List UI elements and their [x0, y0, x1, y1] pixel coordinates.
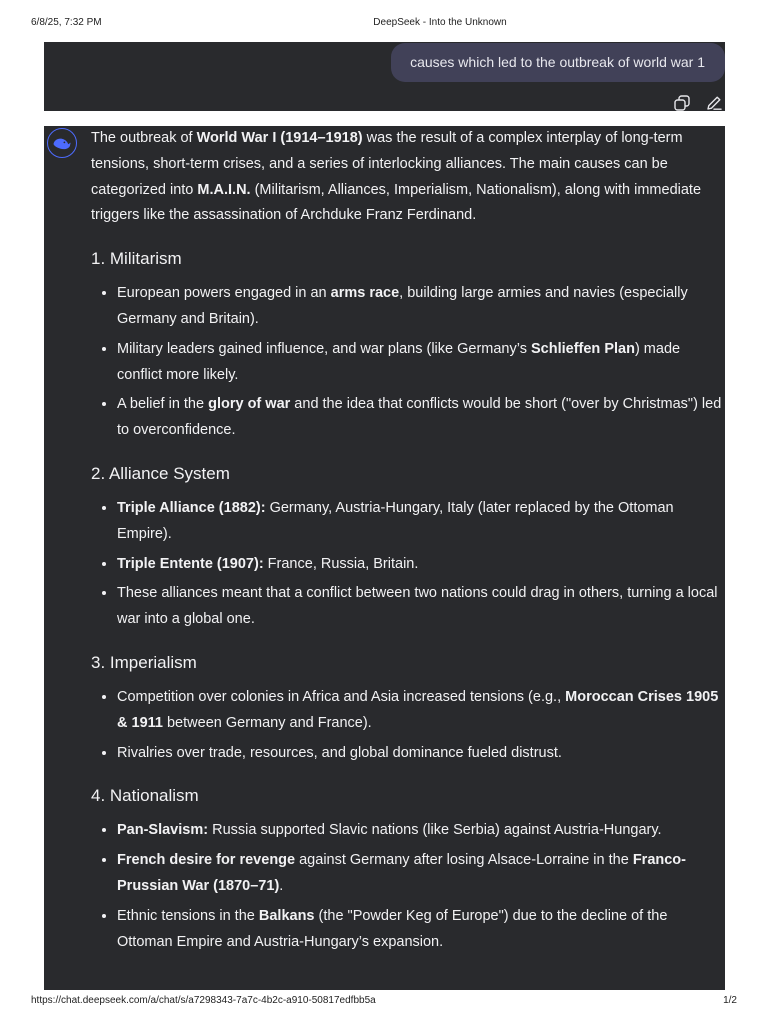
list-item: • Military leaders gained influence, and war plans (like Germany’s Schlieffen Plan) made conflict more likely.	[117, 337, 725, 389]
list-item: • A belief in the glory of war and the idea that conflicts would be short ("over by Christmas") led to overconfidence.	[117, 392, 725, 444]
alliances-list	[91, 496, 725, 633]
section-heading-militarism: 1. Militarism	[91, 249, 182, 269]
assistant-message	[44, 126, 725, 990]
section-heading-alliances: 2. Alliance System	[91, 463, 230, 483]
print-footer	[0, 995, 768, 1009]
list-item: • French desire for revenge against Germany after losing Alsace-Lorraine in the Franco-Prussian War (1870–71).	[117, 848, 725, 900]
print-header	[0, 17, 768, 31]
imperialism-list	[91, 685, 725, 766]
deepseek-whale-icon	[47, 128, 77, 158]
nationalism-list	[91, 818, 725, 955]
section-heading-imperialism: 3. Imperialism	[91, 652, 197, 672]
edit-icon[interactable]	[705, 94, 723, 112]
list-item: • Pan-Slavism: Russia supported Slavic nations (like Serbia) against Austria-Hungary.	[117, 818, 725, 844]
answer-body	[91, 126, 725, 959]
list-item: • European powers engaged in an arms race, building large armies and navies (especially Germany and Britain).	[117, 281, 725, 333]
copy-icon[interactable]	[673, 94, 691, 112]
list-item: • These alliances meant that a conflict between two nations could drag in others, turning a local war into a global one.	[117, 581, 725, 633]
list-item: • Triple Alliance (1882): Germany, Austria-Hungary, Italy (later replaced by the Ottoman Empire).	[117, 496, 725, 548]
print-page-number: 1/2	[723, 995, 737, 1006]
list-item: • Rivalries over trade, resources, and global dominance fueled distrust.	[117, 741, 725, 767]
list-item: • Competition over colonies in Africa and Asia increased tensions (e.g., Moroccan Crises 1905 & 1911 between Germany and France).	[117, 685, 725, 737]
list-item: • Triple Entente (1907): France, Russia, Britain.	[117, 552, 725, 578]
user-message-area	[44, 42, 725, 111]
section-heading-nationalism: 4. Nationalism	[91, 786, 199, 806]
print-page-title: DeepSeek - Into the Unknown	[373, 17, 507, 28]
militarism-list	[91, 281, 725, 444]
print-datetime: 6/8/25, 7:32 PM	[31, 17, 102, 28]
list-item: • Ethnic tensions in the Balkans (the "Powder Keg of Europe") due to the decline of the Ottoman Empire and Austria-Hungary’s expansion.	[117, 904, 725, 956]
intro-paragraph: The outbreak of World War I (1914–1918) was the result of a complex interplay of long-term tensions, short-term crises, and a series of interlocking alliances. The main causes can be categorized into M.A.I.N. (Militarism, Alliances, Imperialism, Nationalism), along with immediate triggers like the assassination of Archduke Franz Ferdinand.	[91, 130, 702, 224]
print-url: https://chat.deepseek.com/a/chat/s/a7298343-7a7c-4b2c-a910-50817edfbb5a	[31, 995, 376, 1006]
user-message-bubble: causes which led to the outbreak of world war 1	[391, 43, 725, 82]
